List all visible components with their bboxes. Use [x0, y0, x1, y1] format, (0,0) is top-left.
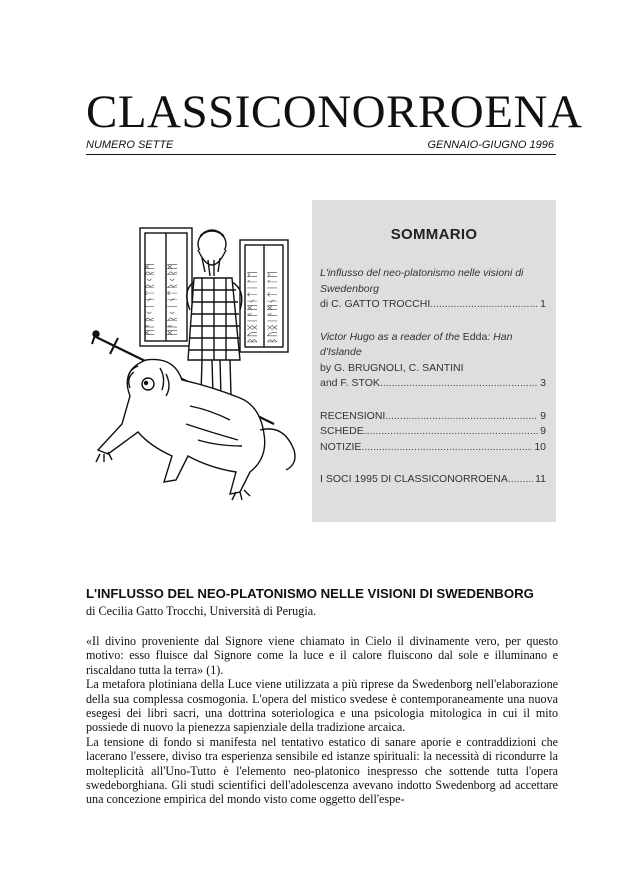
toc-section-label: NOTIZIE [320, 440, 362, 453]
article-paragraph: «Il divino proveniente dal Signore viene chiamato in Cielo il divinamente vero, per questo motivo: esso fluisce dal Signore come la luce e il calore fluiscono dal sole e illuminano e riscaldano tutta la terra» (1). [86, 634, 558, 677]
toc-item-author-cont: and F. STOK [320, 377, 380, 389]
toc-section[interactable] [320, 440, 546, 456]
toc-section[interactable] [320, 472, 546, 488]
article-paragraph: La tensione di fondo si manifesta nel tentativo estatico di sanare aporie e contraddizioni che lacerano l'essere, diviso tra esperienza sensibile ed istanze spirituali: la necessità di ricondurre la molteplicità all'Uno-Tutto è l'elemento neo-platonico inespresso che sottende tutta l'opera swedeborghiana. Gli studi scientifici dell'adolescenza avevano indotto Swedenborg ad accettare una concezione empirica del mondo visto come oggetto dell'espe- [86, 734, 558, 807]
issue-date: GENNAIO-GIUGNO 1996 [427, 139, 554, 151]
woodcut-illustration [90, 210, 300, 510]
article-paragraph: La metafora plotiniana della Luce viene utilizzata a più riprese da Swedenborg nell'elaborazione della sua complessa cosmogonia. L'opera del mistico svedese è contemporaneamente una nuova esegesi dei libri sacri, una dottrina soteriologica e una psicologia mitologica in cui il mito possiede di nuovo la pienezza sapienziale della tradizione arcaica. [86, 677, 558, 735]
article-heading: L'INFLUSSO DEL NEO-PLATONISMO NELLE VISIONI DI SWEDENBORG [86, 586, 534, 601]
toc-list [320, 266, 546, 488]
toc-item-page: 1 [540, 298, 546, 310]
toc-section-page: 11 [535, 473, 546, 485]
toc-section-label: RECENSIONI [320, 409, 386, 422]
journal-title: CLASSICONORROENA [86, 86, 583, 138]
tablet-runes-left-2: ᛗᚨᚱᚲᛁᚾᛏᚱᚲᚱᛗ [166, 263, 179, 336]
toc-section-page: 9 [540, 409, 546, 422]
table-of-contents [312, 200, 556, 522]
toc-item[interactable] [320, 330, 546, 392]
article-body [86, 634, 558, 807]
toc-item-author: di C. GATTO TROCCHI [320, 298, 431, 310]
toc-item-title: L'influsso del neo-platonismo nelle visioni di Swedenborg [320, 267, 524, 295]
toc-item[interactable] [320, 266, 546, 313]
toc-item-page: 3 [540, 377, 546, 389]
toc-heading: SOMMARIO [390, 226, 478, 243]
woodcut-figure [90, 210, 300, 510]
tablet-runes-left: ᛗᚨᚱᚲᛁᚾᛏᚱᚲᚱᛗ [143, 263, 156, 336]
tablet-runes-right-2: ᛒᚢᛝᛁᚨᛗᚾᛏᛁᛚᛖ [266, 271, 279, 344]
toc-section-label: SCHEDE [320, 425, 364, 437]
toc-section-page: 9 [540, 425, 546, 437]
issue-number: NUMERO SETTE [86, 139, 174, 151]
issue-line [86, 137, 556, 155]
toc-section-label: I SOCI 1995 DI CLASSICONORROENA [320, 473, 508, 485]
toc-item-title: Victor Hugo as a reader of the Edda: Han d'Islande [320, 330, 513, 358]
toc-section[interactable] [320, 424, 546, 440]
tablet-runes-right: ᛒᚢᛝᛁᚨᛗᚾᛏᛁᛚᛖ [246, 271, 259, 344]
toc-item-author: by G. BRUGNOLI, C. SANTINI [320, 361, 464, 374]
toc-section[interactable] [320, 409, 546, 425]
article-byline: di Cecilia Gatto Trocchi, Università di Perugia. [86, 604, 317, 618]
toc-section-page: 10 [534, 440, 546, 453]
toc-section-list [320, 409, 546, 456]
